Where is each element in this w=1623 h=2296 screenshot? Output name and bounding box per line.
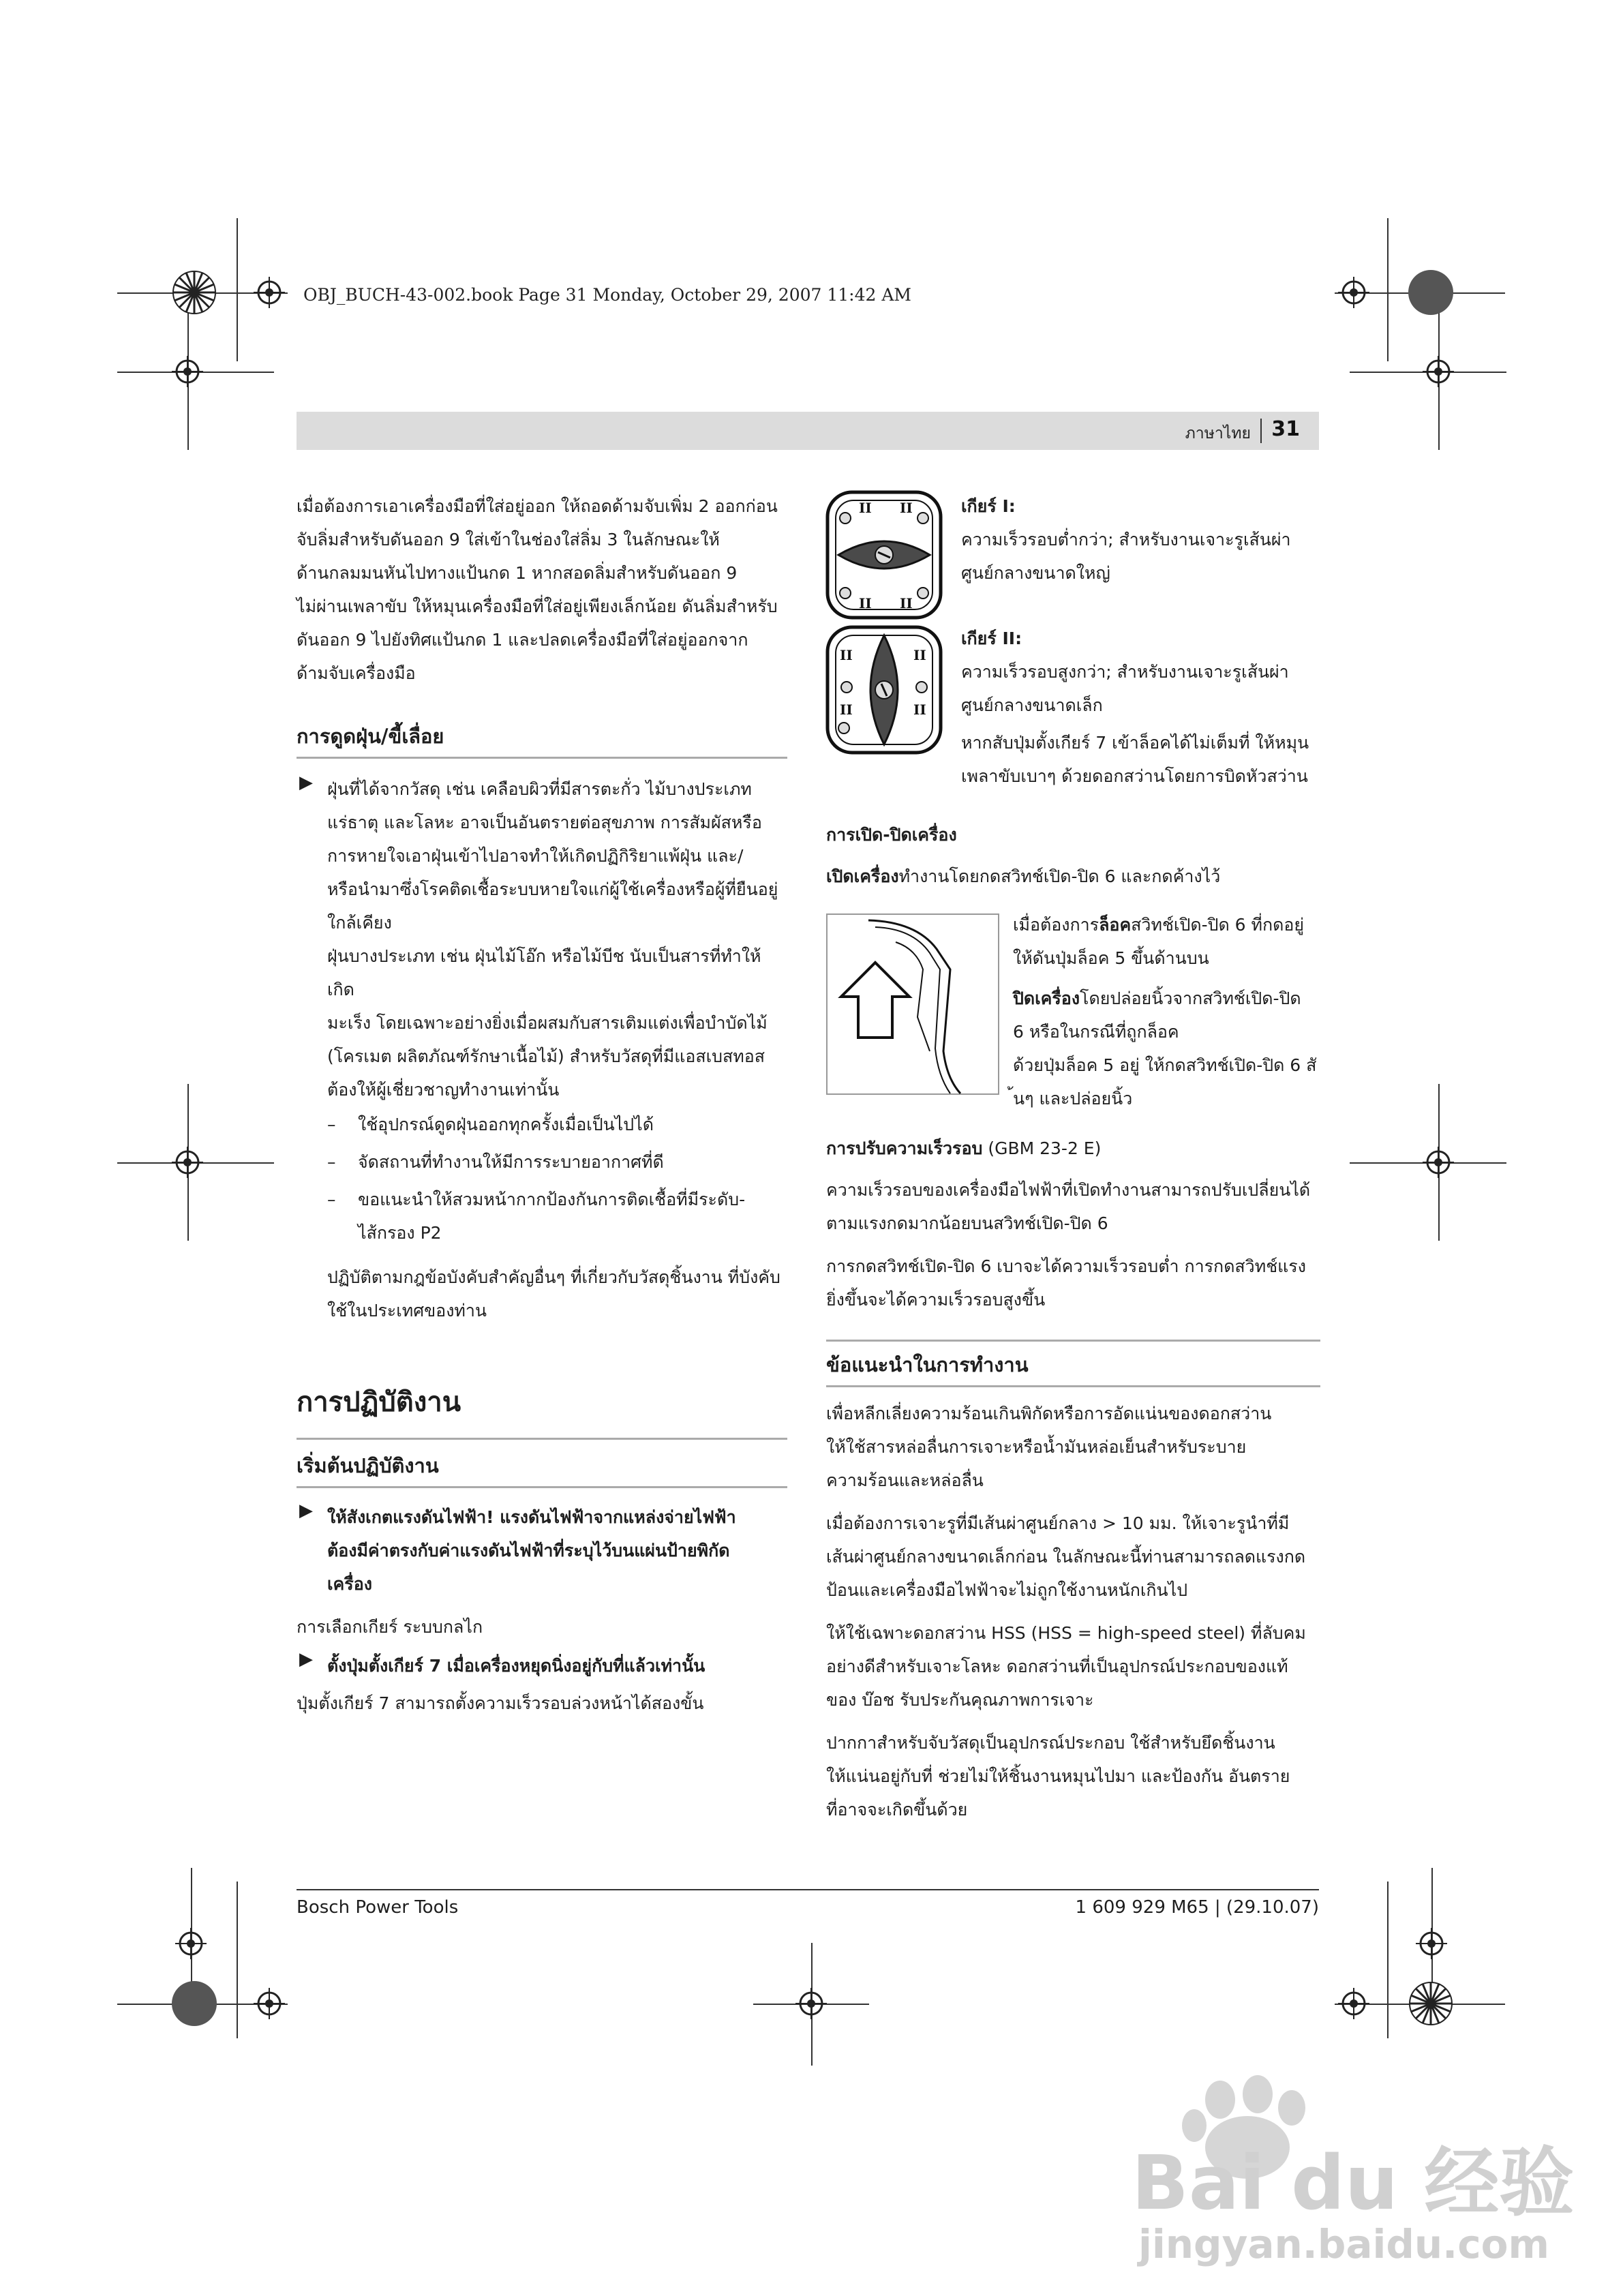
dash-mark: –: [327, 1115, 336, 1134]
text-line: ให้ใช้เฉพาะดอกสว่าน HSS (HSS = high-speed steel) ที่ลับคม: [826, 1623, 1306, 1643]
bullet-triangle-icon: ▶: [299, 772, 313, 793]
tips-paragraph-2: [826, 1507, 1320, 1607]
text-line: เพลาขับเบาๆ ด้วยดอกสว่านโดยการบิดหัวสว่าน: [961, 766, 1308, 786]
page-number: 31: [1271, 417, 1300, 441]
section-rule: [826, 1385, 1320, 1387]
dash-item: [327, 1183, 787, 1250]
gear-selection-heading: การเลือกเกียร์ ระบบกลไก: [297, 1617, 483, 1637]
gear-numeral: II: [859, 595, 872, 611]
registration-starburst-icon: [1408, 1981, 1453, 2026]
regulation-paragraph: [297, 1260, 787, 1327]
text-line: (โครเมต ผลิตภัณฑ์รักษาเนื้อไม้) สำหรับวัสดุที่มีแอสเบสทอส: [327, 1046, 765, 1066]
text-line: ด้ามจับเครื่องมือ: [297, 663, 416, 683]
registration-crosshair-icon: [172, 356, 203, 387]
header-divider: [1260, 419, 1262, 443]
switch-lock-text: [1013, 908, 1320, 1115]
speed-section: [826, 1132, 1320, 1826]
gear-numeral: II: [900, 500, 913, 516]
speed-heading: [826, 1132, 1320, 1165]
starting-operation-heading: เริ่มต้นปฏิบัติงาน: [297, 1454, 439, 1477]
text-line: แร่ธาตุ และโลหะ อาจเป็นอันตรายต่อสุขภาพ การสัมผัสหรือ: [327, 813, 762, 832]
text-line: ด้วยปุ่มล็อค 5 อยู่ ให้กดสวิทช์เปิด-ปิด 6 สั: [1013, 1055, 1317, 1075]
voltage-warning-bullet: [297, 1500, 787, 1601]
text-line: ต้องให้ผู้เชี่ยวชาญทำงานเท่านั้น: [327, 1080, 560, 1100]
text-line: ให้ดันปุ่มล็อค 5 ขึ้นด้านบน: [1013, 948, 1209, 968]
text-line: ความเร็วรอบของเครื่องมือไฟฟ้าที่เปิดทำงานสามารถปรับเปลี่ยนได้: [826, 1180, 1311, 1200]
text-line: จัดสถานที่ทำงานให้มีการระบายอากาศที่ดี: [358, 1152, 664, 1172]
gear-numeral: II: [840, 647, 853, 663]
text-line: ดันออก 9 ไปยังทิศแป้นกด 1 และปลดเครื่องมือที่ใส่อยู่ออกจาก: [297, 630, 748, 650]
switch-section: [826, 818, 1320, 893]
working-tips-heading: ข้อแนะนำในการทำงาน: [826, 1353, 1029, 1376]
book-slug-line: OBJ_BUCH-43-002.book Page 31 Monday, October 29, 2007 11:42 AM: [303, 285, 912, 305]
text-line: หากสับปุ่มตั้งเกียร์ 7 เข้าล็อคได้ไม่เต็มที่ ให้หมุน: [961, 733, 1309, 753]
text-line: เพื่อหลีกเลี่ยงความร้อนเกินพิกัดหรือการอัดแน่นของดอกสว่าน: [826, 1404, 1272, 1423]
dash-mark: –: [327, 1190, 336, 1209]
text-line: ป้อนและเครื่องมือไฟฟ้าจะไม่ถูกใช้งานหนักเกินไป: [826, 1580, 1188, 1600]
switch-on-line: [826, 860, 1320, 893]
gear-numeral: II: [859, 500, 872, 516]
text-line: ปฏิบัติตามกฎข้อบังคับสำคัญอื่นๆ ที่เกี่ยวกับวัสดุชิ้นงาน ที่บังคับ: [327, 1267, 780, 1287]
tips-paragraph-3: [826, 1616, 1320, 1717]
registration-crosshair-icon: [1338, 1988, 1369, 2019]
tips-paragraph-4: [826, 1726, 1320, 1826]
text-line: หรือนำมาซึ่งโรคติดเชื้อระบบหายใจแก่ผู้ใช้เครื่องหรือผู้ที่ยืนอยู่: [327, 879, 778, 899]
text-line: ความร้อนและหล่อลื่น: [826, 1470, 984, 1490]
dust-extraction-heading: การดูดฝุ่น/ขี้เลื่อย: [297, 725, 444, 748]
text-line: ไส้กรอง P2: [358, 1223, 442, 1243]
section-rule: [297, 1438, 787, 1440]
section-rule: [297, 1486, 787, 1488]
left-column: [297, 489, 787, 1720]
text-line: ไม่ผ่านเพลาขับ ให้หมุนเครื่องมือที่ใส่อยู่เพียงเล็กน้อย ดันลิ่มสำหรับ: [297, 596, 778, 616]
switch-on-label: เปิดเครื่อง: [826, 866, 899, 886]
text-line: ศูนย์กลางขนาดใหญ่: [961, 563, 1110, 583]
watermark-url: jingyan.baidu.com: [1138, 2221, 1549, 2267]
text-line: ที่อาจจะเกิดขึ้นด้วย: [826, 1800, 968, 1819]
gear-1-title: เกียร์ I:: [961, 496, 1016, 516]
switch-lock-diagram: [826, 913, 999, 1095]
text-line: ขอแนะนำให้สวมหน้ากากป้องกันการติดเชื้อที่มีระดับ-: [358, 1190, 746, 1209]
gear-selection-bullet: [297, 1649, 787, 1682]
dash-item: [327, 1145, 787, 1179]
text-line: ให้ใช้สารหล่อลื่นการเจาะหรือน้ำมันหล่อเย็นสำหรับระบาย: [826, 1437, 1247, 1457]
text-line: ความเร็วรอบสูงกว่า; สำหรับงานเจาะรูเส้นผ่า: [961, 662, 1289, 682]
gear-2-diagram: [826, 626, 942, 754]
text-line: ให้แน่นอยู่กับที่ ช่วยไม่ให้ชิ้นงานหมุนไปมา และป้องกัน อันตราย: [826, 1766, 1290, 1786]
registration-disc-icon: [1408, 270, 1453, 315]
registration-crosshair-icon: [1423, 1147, 1454, 1178]
footer-rule: [297, 1889, 1319, 1890]
dash-item: [327, 1108, 787, 1141]
switch-off-line: [1013, 982, 1320, 1015]
dust-warning-bullet: [297, 772, 787, 1106]
registration-crosshair-icon: [175, 1928, 207, 1959]
text-line: ฝุ่นบางประเภท เช่น ฝุ่นไม้โอ๊ก หรือไม้บีช นับเป็นสารที่ทำให้เกิด: [327, 946, 761, 999]
gear-2-text: [961, 622, 1316, 793]
text-line: เครื่อง: [327, 1574, 372, 1594]
speed-heading-label: การปรับความเร็วรอบ: [826, 1138, 983, 1158]
text-line: ปากกาสำหรับจับวัสดุเป็นอุปกรณ์ประกอบ ใช้สำหรับยึดชิ้นงาน: [826, 1733, 1275, 1753]
switch-off-text: โดยปล่อยนิ้วจากสวิทช์เปิด-ปิด: [1080, 988, 1301, 1008]
gear-selector-icon: [826, 491, 942, 619]
text-line: ความเร็วรอบต่ำกว่า; สำหรับงานเจาะรูเส้นผ่า: [961, 530, 1291, 549]
text-line: ด้านกลมมนหันไปทางแป้นกด 1 หากสอดลิ่มสำหรับดันออก 9: [297, 563, 738, 583]
switch-heading: การเปิด-ปิดเครื่อง: [826, 825, 957, 845]
gear-2-title: เกียร์ II:: [961, 629, 1022, 648]
registration-crosshair-icon: [254, 277, 285, 308]
lock-line: [1013, 908, 1320, 941]
bullet-triangle-icon: ▶: [299, 1649, 313, 1670]
page-header: [297, 412, 1319, 450]
baidu-paw-icon: [1118, 2072, 1575, 2270]
gear-numeral: II: [840, 701, 853, 718]
text-line: ใกล้เคียง: [327, 913, 392, 933]
text-line: จับลิ่มสำหรับดันออก 9 ใส่เข้าในช่องใส่ลิ่ม 3 ในลักษณะให้: [297, 530, 720, 549]
registration-crosshair-icon: [254, 1988, 285, 2019]
text-line: ตั้งปุ่มตั้งเกียร์ 7 เมื่อเครื่องหยุดนิ่งอยู่กับที่แล้วเท่านั้น: [327, 1656, 706, 1676]
text-line: การกดสวิทช์เปิด-ปิด 6 เบาจะได้ความเร็วรอบต่ำ การกดสวิทช์แรง: [826, 1256, 1306, 1276]
gear-numeral: II: [900, 595, 913, 611]
text-line: มะเร็ง โดยเฉพาะอย่างยิ่งเมื่อผสมกับสารเติมแต่งเพื่อบำบัดไม้: [327, 1013, 768, 1033]
tool-removal-paragraph: [297, 489, 787, 690]
text-line: ต้องมีค่าตรงกับค่าแรงดันไฟฟ้าที่ระบุไว้บนแผ่นป้ายพิกัด: [327, 1541, 730, 1560]
text-line: ให้สังเกตแรงดันไฟฟ้า! แรงดันไฟฟ้าจากแหล่งจ่ายไฟฟ้า: [327, 1507, 736, 1527]
text-line: ของ บ๊อช รับประกันคุณภาพการเจาะ: [826, 1690, 1094, 1710]
section-rule: [826, 1340, 1320, 1342]
registration-crosshair-icon: [1338, 277, 1369, 308]
header-language: ภาษาไทย: [1185, 425, 1251, 442]
text-line: ใช้ในประเทศของท่าน: [327, 1301, 487, 1320]
text-line: ใช้อุปกรณ์ดูดฝุ่นออกทุกครั้งเมื่อเป็นไปได้: [358, 1115, 654, 1134]
text-line: 6 หรือในกรณีที่ถูกล็อค: [1013, 1022, 1179, 1042]
text-line: เส้นผ่าศูนย์กลางขนาดเล็กก่อน ในลักษณะนี้ท่านสามารถลดแรงกด: [826, 1547, 1306, 1567]
text-line: ตามแรงกดมากน้อยบนสวิทช์เปิด-ปิด 6: [826, 1213, 1108, 1233]
registration-starburst-icon: [172, 270, 217, 315]
text-line: อย่างดีสำหรับเจาะโลหะ ดอกสว่านที่เป็นอุปกรณ์ประกอบของแท้: [826, 1657, 1288, 1676]
registration-crosshair-icon: [1416, 1928, 1447, 1959]
gear-selection-note: ปุ่มตั้งเกียร์ 7 สามารถตั้งความเร็วรอบล่วงหน้าได้สองขั้น: [297, 1693, 704, 1713]
bullet-triangle-icon: ▶: [299, 1500, 313, 1521]
gear-selector-icon: [826, 626, 942, 754]
registration-crosshair-icon: [1423, 356, 1454, 387]
text-line: เมื่อต้องการเจาะรูที่มีเส้นผ่าศูนย์กลาง > 10 มม. ให้เจาะรูนำที่มี: [826, 1513, 1290, 1533]
gear-1-diagram: [826, 491, 942, 619]
text-line: ยิ่งขึ้นจะได้ความเร็วรอบสูงขึ้น: [826, 1290, 1046, 1310]
footer-brand: Bosch Power Tools: [297, 1897, 459, 1918]
switch-on-text: ทำงานโดยกดสวิทช์เปิด-ปิด 6 และกดค้างไว้: [898, 866, 1221, 886]
lock-label: ล็อค: [1099, 915, 1132, 935]
baidu-watermark: [1118, 2072, 1575, 2270]
tips-paragraph-1: [826, 1397, 1320, 1497]
switch-off-label: ปิดเครื่อง: [1013, 988, 1080, 1008]
text-line: ฝุ่นที่ได้จากวัสดุ เช่น เคลือบผิวที่มีสารตะกั่ว ไม้บางประเภท: [327, 779, 752, 799]
text-line: ศูนย์กลางขนาดเล็ก: [961, 695, 1103, 715]
text-line: ้นๆ และปล่อยนิ้ว: [1013, 1089, 1133, 1108]
registration-disc-icon: [172, 1981, 217, 2026]
registration-crosshair-icon: [172, 1147, 203, 1178]
gear-1-text: [961, 489, 1316, 590]
lock-prefix: เมื่อต้องการ: [1013, 915, 1099, 935]
speed-heading-model: (GBM 23-2 E): [982, 1138, 1102, 1158]
gear-numeral: II: [913, 647, 926, 663]
footer-part-number: 1 609 929 M65 | (29.10.07): [1075, 1897, 1319, 1918]
operation-title: การปฏิบัติงาน: [297, 1387, 461, 1418]
lock-text: สวิทช์เปิด-ปิด 6 ที่กดอยู่: [1131, 915, 1305, 935]
dash-mark: –: [327, 1152, 336, 1172]
gear-numeral: II: [913, 701, 926, 718]
text-line: เมื่อต้องการเอาเครื่องมือที่ใส่อยู่ออก ให้ถอดด้ามจับเพิ่ม 2 ออกก่อน: [297, 496, 778, 516]
watermark-brand: Bai du 经验: [1132, 2139, 1575, 2226]
text-line: การหายใจเอาฝุ่นเข้าไปอาจทำให้เกิดปฏิกิริยาแพ้ฝุ่น และ/: [327, 846, 744, 866]
section-rule: [297, 757, 787, 759]
registration-crosshair-icon: [795, 1988, 827, 2019]
lock-button-icon: [828, 915, 998, 1093]
